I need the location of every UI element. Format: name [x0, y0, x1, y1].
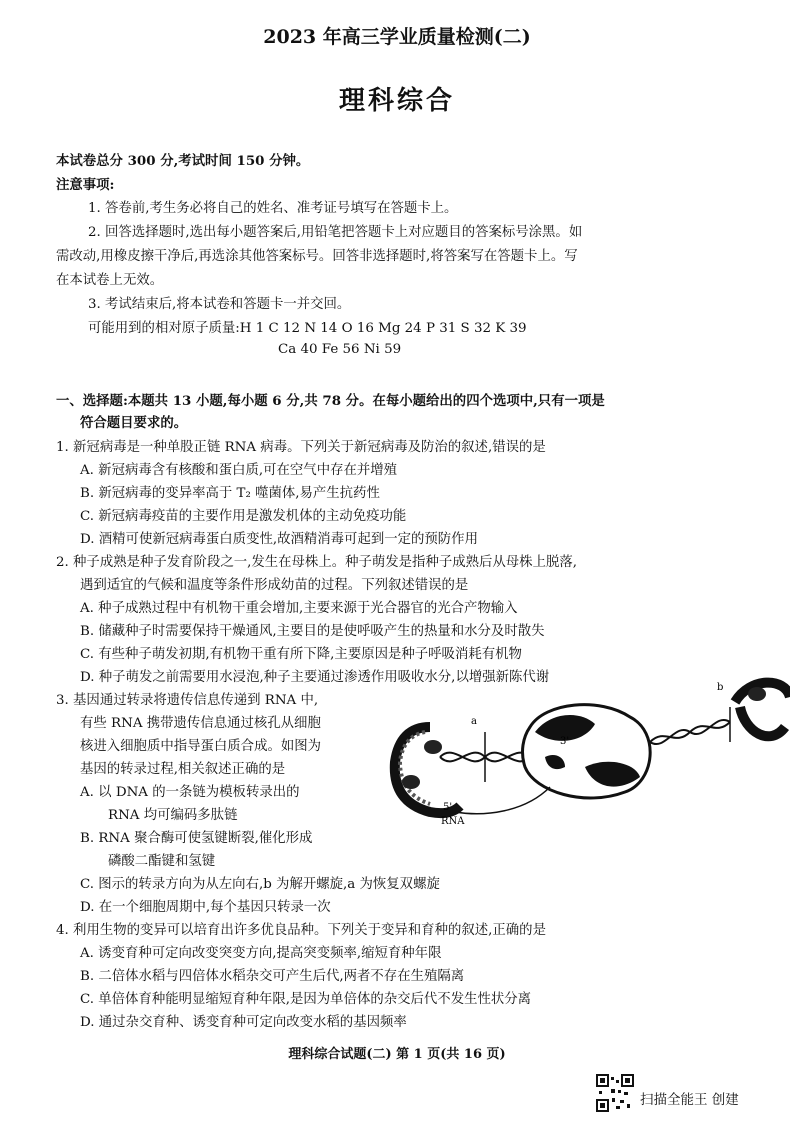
q3-stem-2: 有些 RNA 携带遗传信息通过核孔从细胞: [80, 716, 321, 731]
q1-option-b: B. 新冠病毒的变异率高于 T₂ 噬菌体,易产生抗药性: [80, 486, 380, 501]
scanner-brand-label: 扫描全能王 创建: [640, 1092, 739, 1108]
exam-title: 2023 年高三学业质量检测(二): [263, 26, 531, 48]
section-heading-cont: 符合题目要求的。: [80, 415, 188, 431]
rna-polymerase-icon: [523, 705, 651, 798]
q1-stem: 1. 新冠病毒是一种单股正链 RNA 病毒。下列关于新冠病毒及防治的叙述,错误的是: [56, 440, 546, 455]
notice-item-2-end: 在本试卷上无效。: [56, 273, 164, 288]
q4-option-d: D. 通过杂交育种、诱变育种可定向改变水稻的基因频率: [80, 1015, 407, 1030]
atomic-mass-line-1: 可能用到的相对原子质量:H 1 C 12 N 14 O 16 Mg 24 P 31 S 32 K 39: [88, 321, 527, 336]
q3-option-a: A. 以 DNA 的一条链为模板转录出的: [80, 785, 300, 800]
dna-helix-right: [650, 720, 730, 744]
left-chromatin-icon: [395, 727, 460, 813]
q2-stem-1: 2. 种子成熟是种子发育阶段之一,发生在母株上。种子萌发是指种子成熟后从母株上脱落,: [56, 555, 577, 570]
q4-option-b: B. 二倍体水稻与四倍体水稻杂交可产生后代,两者不存在生殖隔离: [80, 969, 465, 984]
total-score-line: 本试卷总分 300 分,考试时间 150 分钟。: [56, 153, 310, 169]
notice-item-3: 3. 考试结束后,将本试卷和答题卡一并交回。: [88, 297, 351, 312]
q2-option-a: A. 种子成熟过程中有机物干重会增加,主要来源于光合器官的光合产物输入: [80, 601, 518, 616]
q2-option-c: C. 有些种子萌发初期,有机物干重有所下降,主要原因是种子呼吸消耗有机物: [80, 647, 522, 662]
q2-option-d: D. 种子萌发之前需要用水浸泡,种子主要通过渗透作用吸收水分,以增强新陈代谢: [80, 670, 550, 685]
label-5prime: 5': [443, 802, 453, 813]
subject-title: 理科综合: [338, 86, 455, 116]
page-footer: 理科综合试题(二) 第 1 页(共 16 页): [288, 1047, 506, 1062]
q3-option-d: D. 在一个细胞周期中,每个基因只转录一次: [80, 900, 331, 915]
q2-stem-2: 遇到适宜的气候和温度等条件形成幼苗的过程。下列叙述错误的是: [80, 578, 469, 593]
q3-option-a-cont: RNA 均可编码多肽链: [108, 808, 238, 823]
q3-option-b: B. RNA 聚合酶可使氢键断裂,催化形成: [80, 831, 313, 846]
notice-item-1: 1. 答卷前,考生务必将自己的姓名、准考证号填写在答题卡上。: [88, 201, 458, 216]
q2-option-b: B. 储藏种子时需要保持干燥通风,主要目的是使呼吸产生的热量和水分及时散失: [80, 624, 545, 639]
q3-stem-4: 基因的转录过程,相关叙述正确的是: [80, 762, 286, 777]
label-rna: RNA: [441, 816, 465, 827]
notice-item-2: 2. 回答选择题时,选出每小题答案后,用铅笔把答题卡上对应题目的答案标号涂黑。如: [88, 225, 583, 240]
notice-item-2-cont: 需改动,用橡皮擦干净后,再选涂其他答案标号。回答非选择题时,将答案写在答题卡上。写: [56, 249, 578, 264]
q1-option-c: C. 新冠病毒疫苗的主要作用是激发机体的主动免疫功能: [80, 509, 407, 524]
notice-title: 注意事项:: [56, 177, 115, 193]
rna-strand: [455, 787, 550, 814]
label-b: b: [717, 682, 724, 693]
q3-stem-3: 核进入细胞质中指导蛋白质合成。如图为: [80, 739, 322, 754]
label-a: a: [471, 716, 477, 727]
section-heading: 一、选择题:本题共 13 小题,每小题 6 分,共 78 分。在每小题给出的四个选项中,只有一项是: [56, 393, 605, 409]
right-chromatin-icon: [735, 683, 790, 737]
qr-code-icon: [596, 1074, 634, 1112]
q1-option-a: A. 新冠病毒含有核酸和蛋白质,可在空气中存在并增殖: [80, 463, 398, 478]
atomic-mass-line-2: Ca 40 Fe 56 Ni 59: [278, 342, 402, 357]
q4-option-a: A. 诱变育种可定向改变突变方向,提高突变频率,缩短育种年限: [80, 946, 442, 961]
q1-option-d: D. 酒精可使新冠病毒蛋白质变性,故酒精消毒可起到一定的预防作用: [80, 532, 478, 547]
q4-stem: 4. 利用生物的变异可以培育出许多优良品种。下列关于变异和育种的叙述,正确的是: [56, 923, 546, 938]
transcription-figure: [385, 672, 790, 837]
q3-option-b-cont: 磷酸二酯键和氢键: [108, 854, 216, 869]
q4-option-c: C. 单倍体育种能明显缩短育种年限,是因为单倍体的杂交后代不发生性状分离: [80, 992, 532, 1007]
q3-stem-1: 3. 基因通过转录将遗传信息传递到 RNA 中,: [56, 693, 319, 708]
label-3prime: 3': [560, 736, 570, 747]
q3-option-c: C. 图示的转录方向为从左向右,b 为解开螺旋,a 为恢复双螺旋: [80, 877, 440, 892]
